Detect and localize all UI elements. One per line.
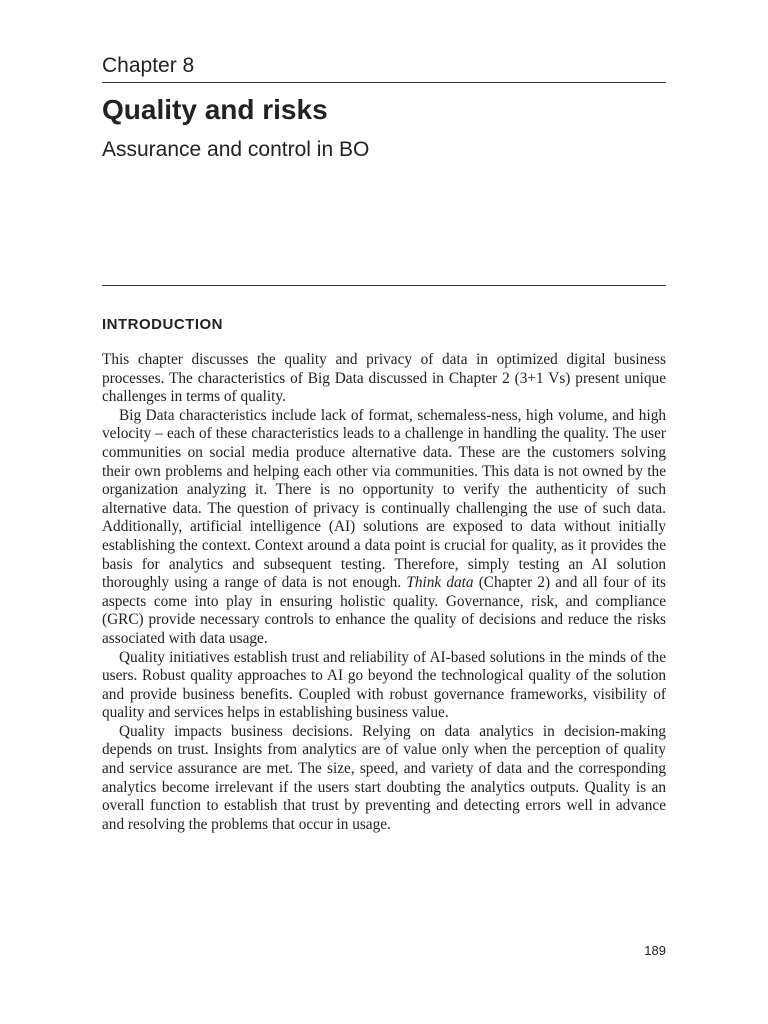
- paragraph-text: Big Data characteristics include lack of format, schemaless-ness, high volume, and high velocity – each of these characteristics leads to a challenge in handling the quality. The user communities on social media produce alternative data. These are the customers solving their own problems and helping each other via communities. This data is not owned by the organization analyzing it. There is no opportunity to verify the authenticity of such alternative data. The question of privacy is continually challenging the use of such data. Additionally, artificial intelligence (AI) solutions are exposed to data without initially establishing the context. Context around a data point is crucial for quality, as it provides the basis for analytics and subsequent testing. Therefore, simply testing an AI solution thoroughly using a range of data is not enough.: [102, 406, 666, 592]
- paragraph: [102, 407, 666, 649]
- header-rule: [102, 82, 666, 83]
- paragraph: This chapter discusses the quality and privacy of data in optimized digital business processes. The characteristics of Big Data discussed in Chapter 2 (3+1 Vs) present unique challenges in terms of quality.: [102, 351, 666, 406]
- chapter-subtitle: Assurance and control in BO: [102, 138, 370, 161]
- title-block-rule: [102, 285, 666, 286]
- body-text: [102, 351, 666, 834]
- chapter-title: Quality and risks: [102, 94, 328, 125]
- paragraph: Quality impacts business decisions. Relying on data analytics in decision-making depends on trust. Insights from analytics are of value only when the perception of quality and service assurance are met. The size, speed, and variety of data and the corresponding analytics become irrelevant if the users start doubting the analytics outputs. Quality is an overall function to establish that trust by preventing and detecting errors well in advance and resolving the problems that occur in usage.: [102, 722, 666, 833]
- paragraph: Quality initiatives establish trust and reliability of AI-based solutions in the minds of the users. Robust quality approaches to AI go beyond the technological quality of the solution and provide business benefits. Coupled with robust governance frameworks, visibility of quality and services helps in establishing business value.: [102, 648, 666, 722]
- paragraph-text: (Chapter 2) and all four of its aspects come into play in ensuring holistic quality. Governance, risk, and compliance (GRC) provide necessary controls to enhance the quality of decisions and reduce the risks associated with data usage.: [102, 574, 666, 647]
- section-heading: INTRODUCTION: [102, 316, 223, 333]
- emphasis-text: Think data: [406, 574, 474, 592]
- chapter-label: Chapter 8: [102, 54, 195, 77]
- page-number: 189: [644, 943, 666, 958]
